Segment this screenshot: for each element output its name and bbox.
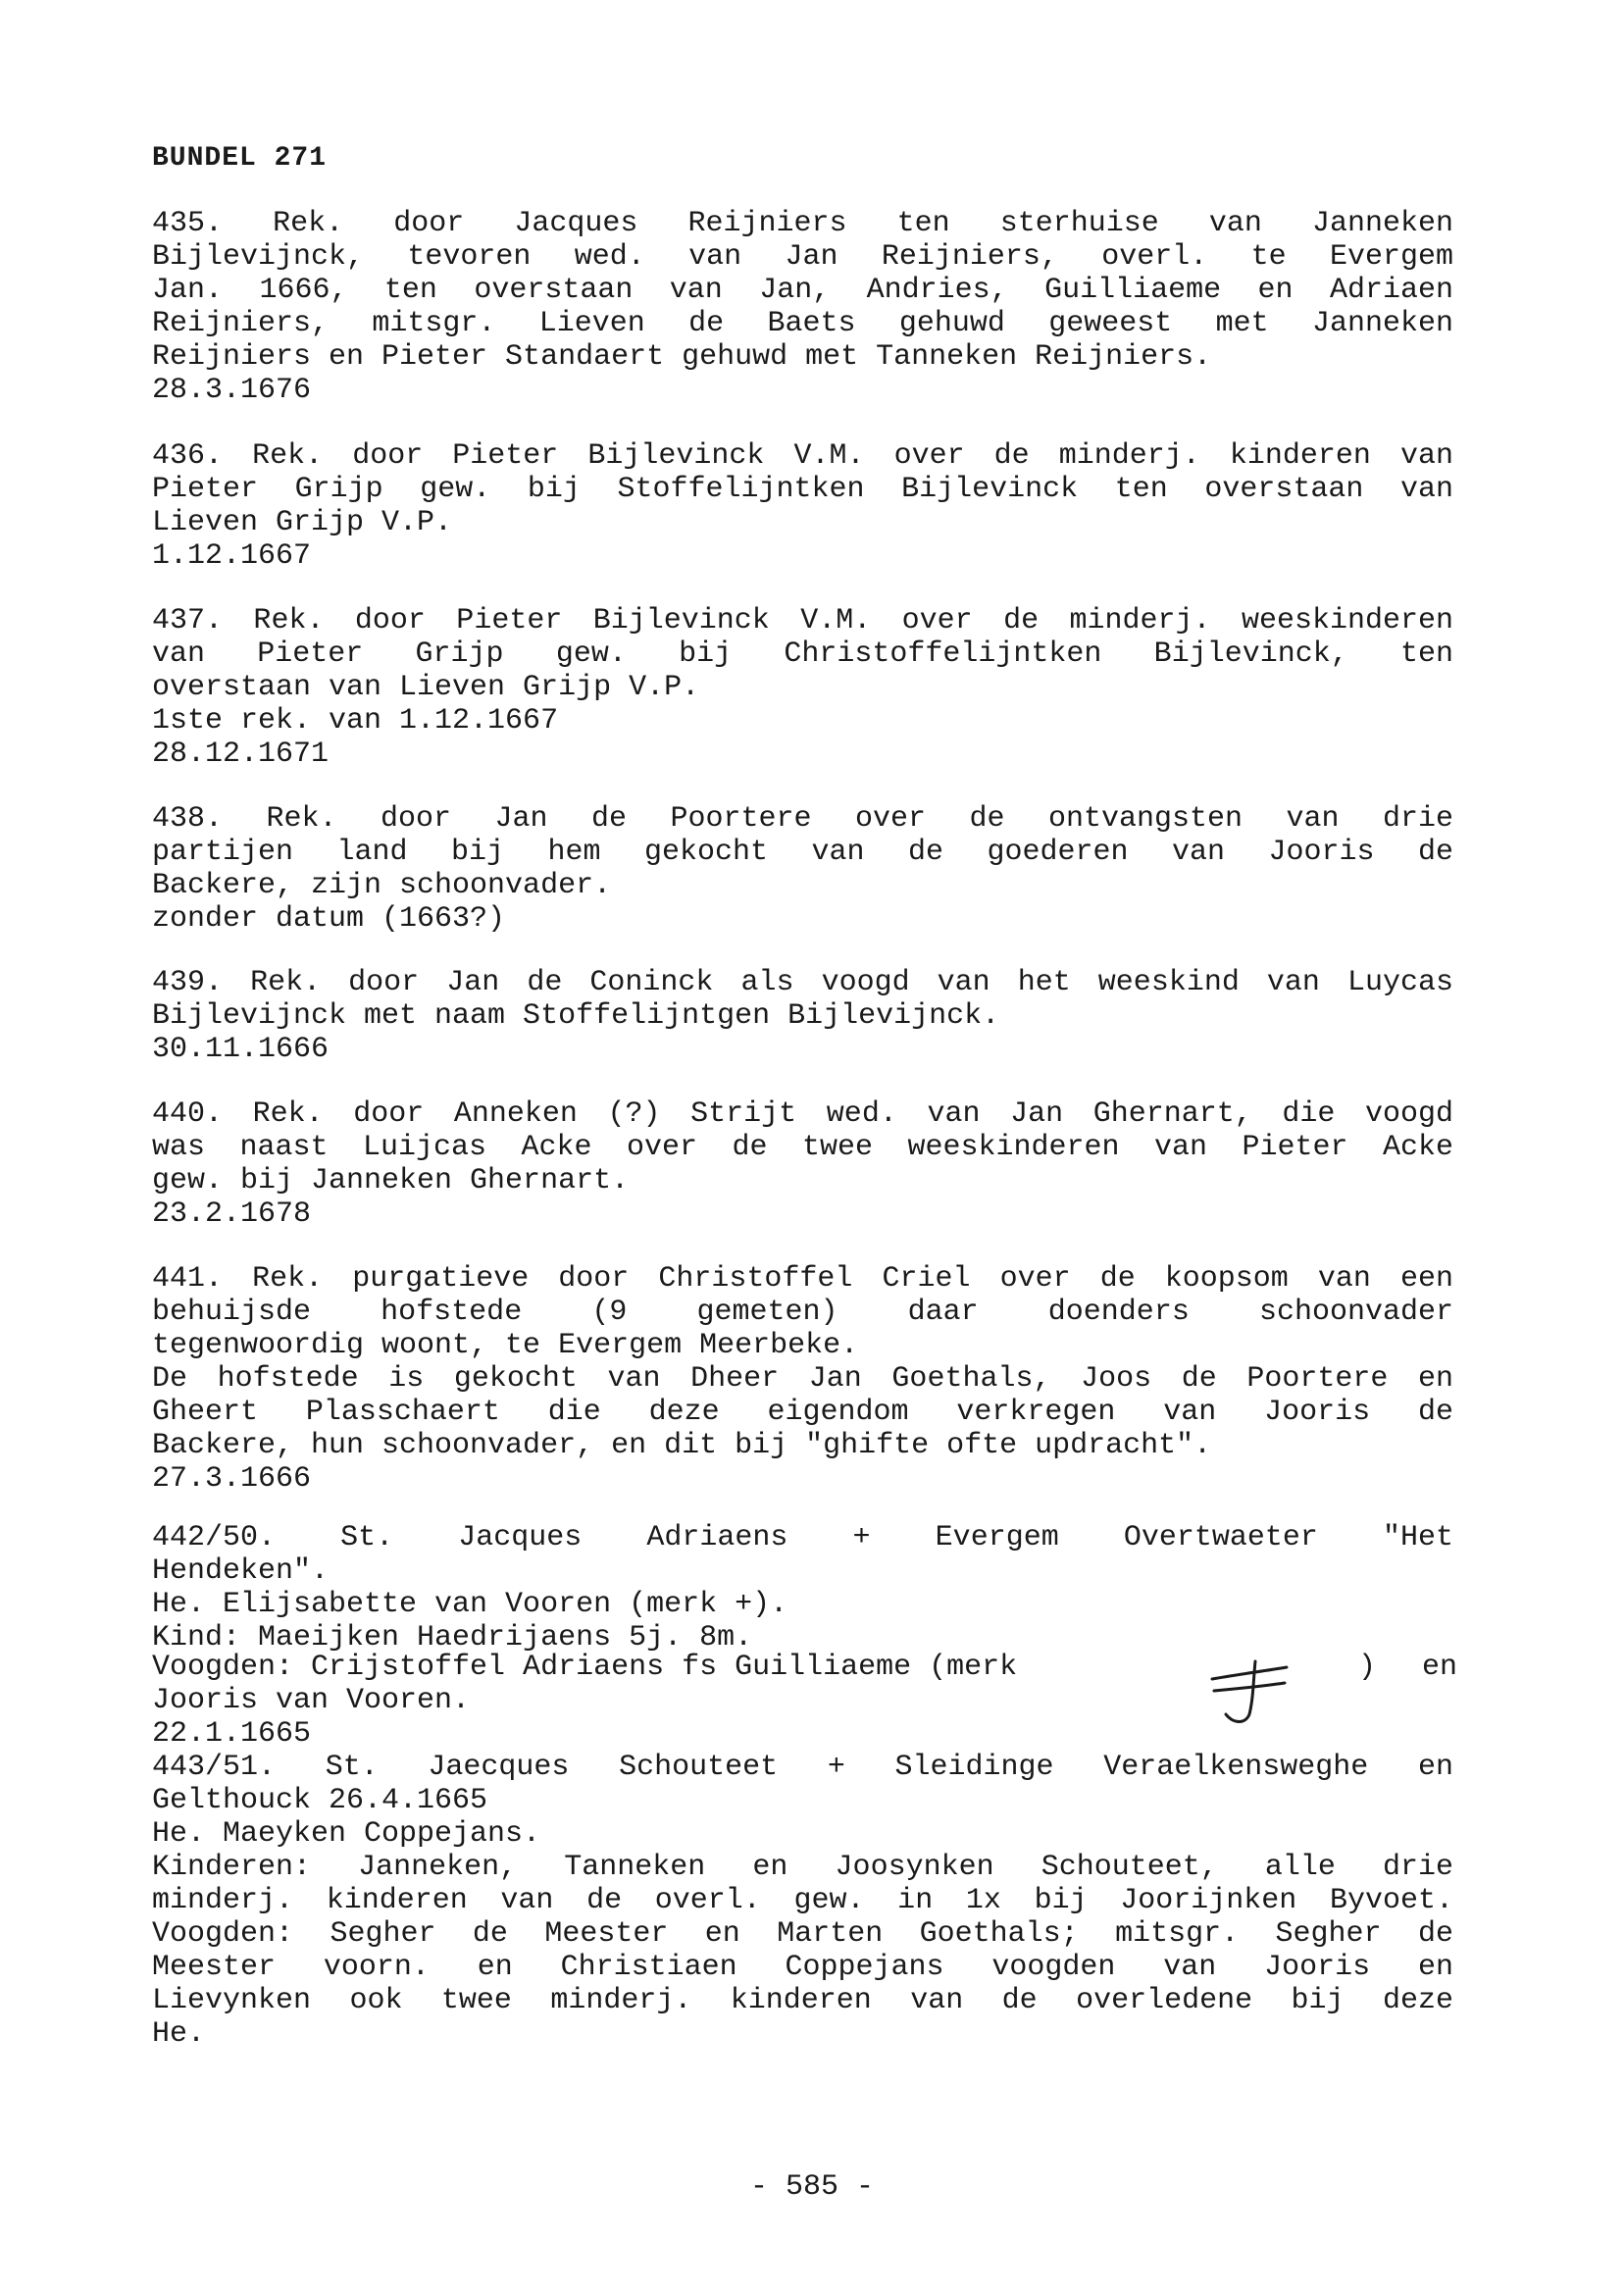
entry-text-line: minderj. kinderen van de overl. gew. in 1x bij Joorijnken Byvoet. — [152, 1884, 1453, 1917]
entry-text-line: Bijlevijnck, tevoren wed. van Jan Reijniers, overl. te Evergem — [152, 240, 1453, 274]
entry-date: zonder datum (1663?) — [152, 902, 506, 936]
entry-text-line: 1ste rek. van 1.12.1667 — [152, 704, 559, 738]
entry-text-line: Jooris van Vooren. — [152, 1684, 471, 1717]
entry-text-line: behuijsde hofstede (9 gemeten) daar doenders schoonvader — [152, 1296, 1453, 1329]
mark-closing-paren: ) — [1358, 1651, 1377, 1684]
entry-text-word: en — [1422, 1651, 1458, 1684]
entry-date: 28.12.1671 — [152, 738, 330, 771]
handwritten-mark-icon — [1204, 1657, 1293, 1726]
entry-text-line: van Pieter Grijp gew. bij Christoffelijntken Bijlevinck, ten — [152, 637, 1453, 671]
entry-text-line: 435. Rek. door Jacques Reijniers ten sterhuise van Janneken — [152, 207, 1453, 240]
entry-text-line: was naast Luijcas Acke over de twee weeskinderen van Pieter Acke — [152, 1131, 1453, 1164]
entry-text-line: He. — [152, 2017, 206, 2051]
entry-text-line: Lievynken ook twee minderj. kinderen van de overledene bij deze — [152, 1984, 1453, 2017]
entry-text-line: tegenwoordig woont, te Evergem Meerbeke. — [152, 1329, 859, 1362]
entry-date: 28.3.1676 — [152, 374, 312, 407]
entry-text-line: 442/50. St. Jacques Adriaens + Evergem Overtwaeter "Het — [152, 1521, 1453, 1554]
entry-text-line: Reijniers, mitsgr. Lieven de Baets gehuwd geweest met Janneken — [152, 307, 1453, 340]
entry-text-line: Jan. 1666, ten overstaan van Jan, Andries, Guilliaeme en Adriaen — [152, 274, 1453, 307]
entry-text-line: Gelthouck 26.4.1665 — [152, 1784, 488, 1817]
entry-text-line: partijen land bij hem gekocht van de goederen van Jooris de — [152, 836, 1453, 869]
entry-text-line: Bijlevijnck met naam Stoffelijntgen Bijlevijnck. — [152, 999, 1000, 1033]
entry-text-line: gew. bij Janneken Ghernart. — [152, 1164, 630, 1197]
entry-text-line: 439. Rek. door Jan de Coninck als voogd van het weeskind van Luycas — [152, 966, 1453, 999]
entry-text-line: Pieter Grijp gew. bij Stoffelijntken Bijlevinck ten overstaan van — [152, 473, 1453, 506]
entry-text-line: Kinderen: Janneken, Tanneken en Joosynken Schouteet, alle drie — [152, 1851, 1453, 1884]
entry-text-line: Lieven Grijp V.P. — [152, 506, 453, 539]
bundle-heading: BUNDEL 271 — [152, 143, 328, 174]
entry-text-line: Voogden: Segher de Meester en Marten Goethals; mitsgr. Segher de — [152, 1917, 1453, 1951]
entry-text-line: He. Maeyken Coppejans. — [152, 1817, 541, 1851]
entry-date: 23.2.1678 — [152, 1197, 312, 1231]
entry-text-line: 437. Rek. door Pieter Bijlevinck V.M. over de minderj. weeskinderen — [152, 604, 1453, 637]
entry-date: 22.1.1665 — [152, 1717, 312, 1751]
entry-text-line: 436. Rek. door Pieter Bijlevinck V.M. over de minderj. kinderen van — [152, 439, 1453, 473]
entry-text-line: Backere, hun schoonvader, en dit bij "ghifte ofte updracht". — [152, 1429, 1212, 1462]
entry-text-line: Voogden: Crijstoffel Adriaens fs Guilliaeme (merk — [152, 1651, 1018, 1684]
entry-text-line: Meester voorn. en Christiaen Coppejans voogden van Jooris en — [152, 1951, 1453, 1984]
page-number: - 585 - — [749, 2170, 875, 2204]
entry-text-line: Gheert Plasschaert die deze eigendom verkregen van Jooris de — [152, 1396, 1453, 1429]
entry-text-line: 440. Rek. door Anneken (?) Strijt wed. van Jan Ghernart, die voogd — [152, 1097, 1453, 1131]
entry-text-line: Hendeken". — [152, 1554, 330, 1588]
entry-text-line: 441. Rek. purgatieve door Christoffel Criel over de koopsom van een — [152, 1262, 1453, 1296]
entry-text-line: overstaan van Lieven Grijp V.P. — [152, 671, 700, 704]
entry-text-line: 443/51. St. Jaecques Schouteet + Sleidinge Veraelkensweghe en — [152, 1751, 1453, 1784]
entry-text-line: 438. Rek. door Jan de Poortere over de ontvangsten van drie — [152, 802, 1453, 836]
entry-text-line: Backere, zijn schoonvader. — [152, 869, 612, 902]
entry-text-line: Kind: Maeijken Haedrijaens 5j. 8m. — [152, 1621, 753, 1655]
entry-date: 27.3.1666 — [152, 1462, 312, 1496]
entry-date: 30.11.1666 — [152, 1033, 330, 1066]
entry-text-line: He. Elijsabette van Vooren (merk +). — [152, 1588, 788, 1621]
entry-text-line: De hofstede is gekocht van Dheer Jan Goethals, Joos de Poortere en — [152, 1362, 1453, 1396]
entry-date: 1.12.1667 — [152, 539, 312, 573]
entry-text-line: Reijniers en Pieter Standaert gehuwd met Tanneken Reijniers. — [152, 340, 1212, 374]
